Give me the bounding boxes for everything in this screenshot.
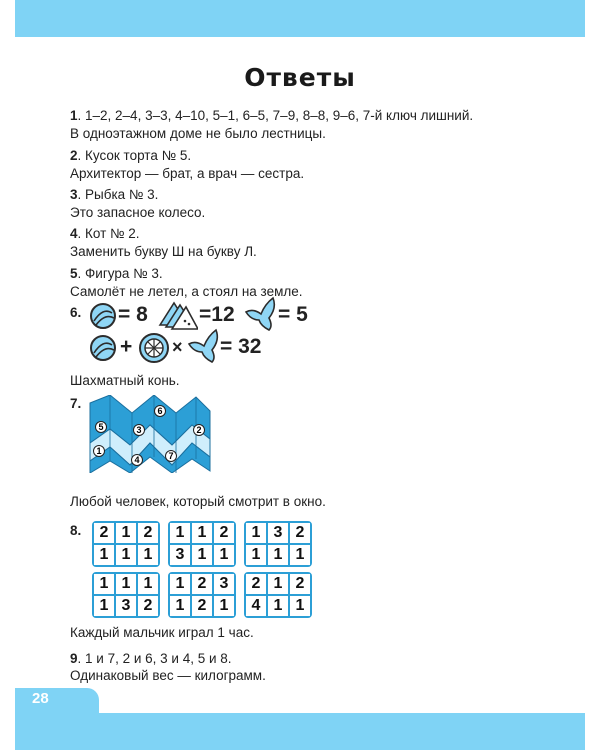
answer-5-line-2: Самолёт не летел, а стоял на земле. bbox=[70, 284, 303, 299]
number-grid-1 bbox=[92, 521, 160, 567]
grid-cell: 1 bbox=[116, 574, 136, 594]
grid-cell: 1 bbox=[170, 596, 190, 616]
banana-icon bbox=[243, 296, 279, 332]
banana-icon bbox=[186, 328, 222, 364]
zigzag-puzzle-figure bbox=[88, 395, 212, 473]
answer-8-number: 8. bbox=[70, 523, 82, 538]
grid-cell: 1 bbox=[138, 574, 158, 594]
grid-cell: 1 bbox=[94, 574, 114, 594]
equation-1-result: = 8 bbox=[118, 303, 148, 326]
answer-1-line-2: В одноэтажном доме не было лестницы. bbox=[70, 126, 326, 141]
grid-cell: 1 bbox=[94, 545, 114, 565]
grid-cell: 2 bbox=[214, 523, 234, 543]
answer-4-line-2: Заменить букву Ш на букву Л. bbox=[70, 244, 257, 259]
answer-2-line-2: Архитектор — брат, а врач — сестра. bbox=[70, 166, 305, 181]
grid-cell: 2 bbox=[290, 523, 310, 543]
grid-cell: 1 bbox=[192, 545, 212, 565]
answer-2-line-1: 2. Кусок торта № 5. bbox=[70, 148, 192, 163]
piece-label: 3 bbox=[136, 425, 142, 435]
answer-6-number: 6. bbox=[70, 305, 82, 320]
number-grid-3 bbox=[244, 521, 312, 567]
page-number: 28 bbox=[32, 690, 49, 707]
piece-label: 6 bbox=[157, 406, 163, 416]
number-grid-2 bbox=[168, 521, 236, 567]
piece-label: 5 bbox=[98, 422, 104, 432]
grid-cell: 4 bbox=[246, 596, 266, 616]
answer-9-line-1: 9. 1 и 7, 2 и 6, 3 и 4, 5 и 8. bbox=[70, 651, 232, 666]
ball-icon bbox=[88, 333, 118, 363]
grid-cell: 1 bbox=[170, 574, 190, 594]
grid-cell: 2 bbox=[138, 523, 158, 543]
answer-4-line-1: 4. Кот № 2. bbox=[70, 226, 140, 241]
grid-cell: 2 bbox=[138, 596, 158, 616]
grid-cell: 1 bbox=[138, 545, 158, 565]
grid-cell: 3 bbox=[170, 545, 190, 565]
citrus-slice-icon bbox=[137, 331, 171, 365]
grid-cell: 1 bbox=[268, 545, 288, 565]
grid-cell: 1 bbox=[214, 596, 234, 616]
number-grid-4 bbox=[92, 572, 160, 618]
equation-2-result: =12 bbox=[199, 303, 235, 326]
grid-cell: 2 bbox=[192, 574, 212, 594]
piece-label: 1 bbox=[96, 446, 102, 456]
number-grid-5 bbox=[168, 572, 236, 618]
answer-7-line: Любой человек, который смотрит в окно. bbox=[70, 494, 326, 509]
grid-cell: 1 bbox=[116, 523, 136, 543]
answer-6-line: Шахматный конь. bbox=[70, 373, 180, 388]
top-band bbox=[15, 0, 585, 37]
grid-cell: 2 bbox=[290, 574, 310, 594]
grid-cell: 1 bbox=[116, 545, 136, 565]
equation-4-result: = 32 bbox=[220, 335, 262, 358]
answer-5-line-1: 5. Фигура № 3. bbox=[70, 266, 163, 281]
grid-cell: 2 bbox=[192, 596, 212, 616]
bottom-band bbox=[15, 713, 585, 750]
times-sign: × bbox=[172, 337, 183, 357]
plus-sign: + bbox=[120, 335, 133, 358]
answer-3-line-2: Это запасное колесо. bbox=[70, 205, 206, 220]
grid-cell: 1 bbox=[214, 545, 234, 565]
grid-cell: 3 bbox=[214, 574, 234, 594]
grid-cell: 3 bbox=[268, 523, 288, 543]
ball-icon bbox=[88, 301, 118, 331]
grid-cell: 2 bbox=[246, 574, 266, 594]
piece-label: 7 bbox=[168, 451, 174, 461]
grid-cell: 1 bbox=[192, 523, 212, 543]
grid-cell: 1 bbox=[246, 545, 266, 565]
answer-8-line: Каждый мальчик играл 1 час. bbox=[70, 625, 254, 640]
number-grid-6 bbox=[244, 572, 312, 618]
answer-1-line-1: 1. 1–2, 2–4, 3–3, 4–10, 5–1, 6–5, 7–9, 8–8, 9–6, 7-й ключ лишний. bbox=[70, 108, 474, 123]
piece-label: 2 bbox=[196, 425, 202, 435]
grid-cell: 1 bbox=[290, 596, 310, 616]
answer-7-number: 7. bbox=[70, 396, 82, 411]
page-title: Ответы bbox=[244, 63, 356, 92]
grid-cell: 1 bbox=[268, 574, 288, 594]
grid-cell: 3 bbox=[116, 596, 136, 616]
piece-label: 4 bbox=[134, 455, 140, 465]
grid-cell: 1 bbox=[246, 523, 266, 543]
grid-cell: 2 bbox=[94, 523, 114, 543]
answer-3-line-1: 3. Рыбка № 3. bbox=[70, 187, 159, 202]
grid-cell: 1 bbox=[268, 596, 288, 616]
equation-3-result: = 5 bbox=[278, 303, 308, 326]
grid-cell: 1 bbox=[290, 545, 310, 565]
answer-9-line-2: Одинаковый вес — килограмм. bbox=[70, 668, 266, 683]
grid-cell: 1 bbox=[94, 596, 114, 616]
page-number-tab bbox=[15, 688, 99, 713]
watermelon-slices-icon bbox=[158, 299, 198, 331]
grid-cell: 1 bbox=[170, 523, 190, 543]
